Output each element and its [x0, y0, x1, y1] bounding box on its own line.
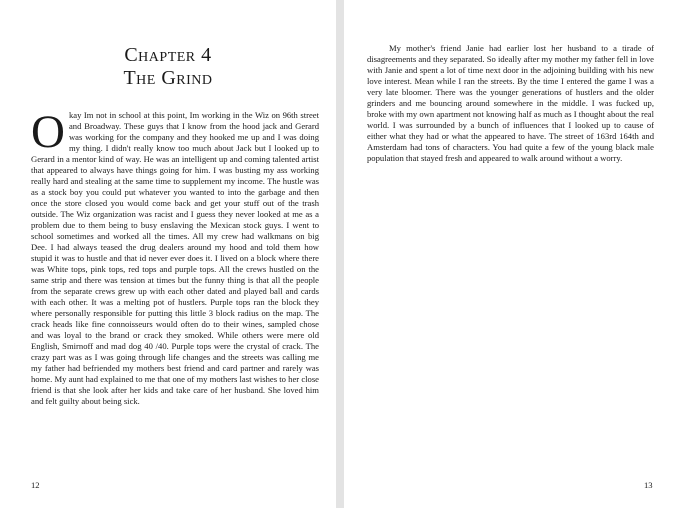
chapter-title: The Grind [123, 67, 213, 89]
drop-cap: O [31, 110, 65, 158]
left-page [0, 0, 336, 508]
right-body-text: My mother's friend Janie had earlier lost her husband to a tirade of disagreements and they separated. So ideally after my mother my father fell in love with Janie and spent a lot of time next door in the adjoining building with his new love interest. Mean while I ran the streets. By the time I entered the game I was a very late bloomer. There was the younger generations of hustlers and the older grinders and me bouncing around somewhere in the middle. I was fucked up, broke with my own apartment not knowing half as much as I thought about the real world. I was surrounded by a bunch of influences that I looked up to cause of either what they had or what the appeared to have. The street of 163rd 164th and Amsterdam had tons of characters. You had quite a few of the young black male population that stayed fresh and appeared to walk around without a worry. [367, 43, 654, 163]
page-number-right: 13 [644, 480, 653, 490]
page-gutter [336, 0, 344, 508]
right-page [344, 0, 680, 508]
left-body-text [31, 110, 319, 470]
chapter-number: Chapter 4 [124, 44, 212, 66]
page-number-left: 12 [31, 480, 40, 490]
left-body-content: kay Im not in school at this point, Im working in the Wiz on 96th street and Broadway. These guys that I know from the hood jack and Gerard was working for the company and they hooked me up and I was doing my thing. I didn't really know too much about Jack but I looked up to Gerard in a mentor kind of way. He was an intelligent up and coming talented artist that appeared to always have things going for him. I was busting my ass working really hard and stealing at the same time to supplement my income. The hustle was as a stock boy you could put whatever you wanted to into the garbage and then once the store closed you would come back and get your stuff out of the trash outside. The Wiz organization was racist and I guess they never looked at me as a problem due to them being to busy enslaving the Mexican stock guys. I went to school sometimes and worked all the times. All my crew had walkmans on big Dee. I had always teased the drug dealers around my hood and told them how stupid it was to hustle and that id never ever does it. I lived on a block where there was White tops, pink tops, red tops and purple tops. All the crews hustled on the same strip and there was tension at times but the funny thing is that all the people from the separate crews grew up with each other dated and played ball and cards with each other. It was a melting pot of hustlers. Purple tops ran the block they where personally responsible for putting this little 3 block radius on the map. The crack heads like fine connoisseurs would often do to their wines, sampled chose and was loyal to the brand or crack they smoked. While others were mere old English, Smirnoff and mad dog 40 /40. Purple tops were the crystal of crack. The crazy part was as I was going through life changes and the streets was calling me my father had befriended my mothers best friend and card partner and rarely was home. My aunt had explained to me that one of my mothers last wishes to her close friend is that she look after her kids and take care of her husband. She loved him and felt guilty about being sick. [31, 110, 319, 406]
